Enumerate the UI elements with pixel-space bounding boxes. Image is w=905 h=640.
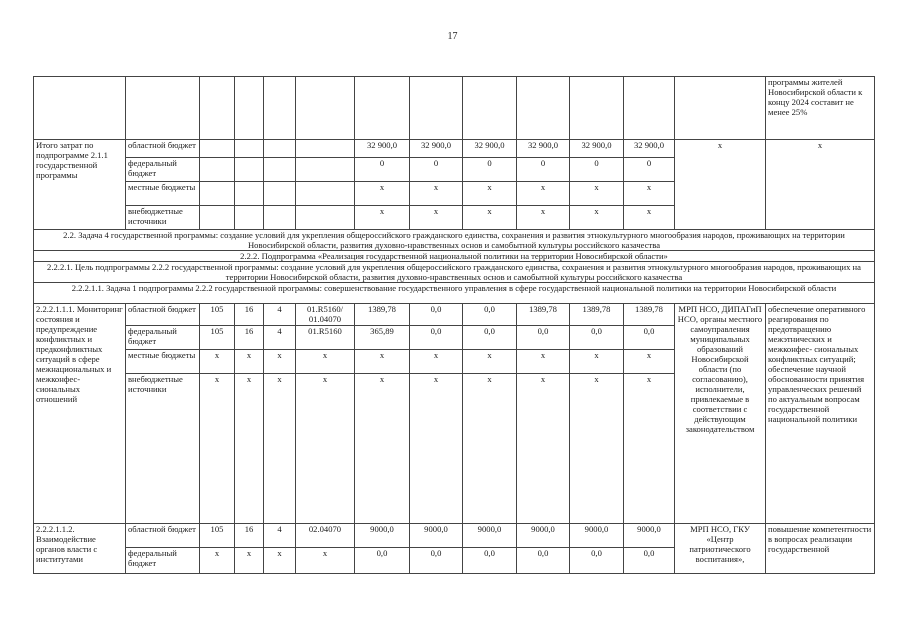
amount-cell: 0,0 [624, 548, 675, 574]
amount-cell: х [355, 374, 410, 524]
grbs-cell: х [200, 374, 235, 524]
funding-source: местные бюджеты [126, 350, 200, 374]
amount-cell: х [410, 374, 463, 524]
amount-cell: 0,0 [517, 548, 570, 574]
empty-cell [675, 77, 766, 140]
empty-cell [264, 182, 296, 206]
amount-cell: 0,0 [624, 326, 675, 350]
empty-cell [296, 206, 355, 230]
empty-cell [235, 77, 264, 140]
executor-cell: МРП НСО, ДИПАГиП НСО, органы местного самоуправления муниципальных образований Новосибирской области (по согласованию), исполнители, привлекаемые в соответствии с действующим законодательством [675, 304, 766, 524]
amount-cell: 9000,0 [517, 524, 570, 548]
empty-cell [235, 206, 264, 230]
empty-cell [570, 77, 624, 140]
grbs-cell: 105 [200, 326, 235, 350]
amount-cell: х [624, 374, 675, 524]
empty-cell [296, 182, 355, 206]
funding-source: федеральный бюджет [126, 326, 200, 350]
empty-cell [264, 77, 296, 140]
amount-cell: 32 900,0 [463, 140, 517, 158]
empty-cell [200, 206, 235, 230]
amount-cell: х [517, 350, 570, 374]
csr-cell: 01.R5160/ 01.04070 [296, 304, 355, 326]
section-heading: 2.2.2.1. Цель подпрограммы 2.2.2 государственной программы: создание условий для укрепления общероссийского гражданского единства, сохранения и развития этнокультурного многообразия народов, проживающих на территории Новосибирской области, развития духовно-нравственных основ и самобытной культуры российского казачества [34, 262, 875, 283]
amount-cell: х [463, 374, 517, 524]
amount-cell: х [463, 350, 517, 374]
result-cell: программы жителей Новосибирской области к концу 2024 составит не менее 25% [766, 77, 875, 140]
empty-cell [410, 77, 463, 140]
amount-cell: х [410, 182, 463, 206]
amount-cell: 0 [517, 158, 570, 182]
amount-cell: х [624, 206, 675, 230]
amount-cell: х [624, 182, 675, 206]
amount-cell: х [517, 374, 570, 524]
empty-cell [624, 77, 675, 140]
section-row [34, 262, 875, 283]
amount-cell: х [355, 206, 410, 230]
empty-cell [517, 77, 570, 140]
empty-cell [235, 182, 264, 206]
measure-1-label: 2.2.2.1.1.1. Мониторинг состояния и предупреждение конфликтных и предконфликтных ситуаций в сфере межнациональных и межконфес- сиональных отношений [34, 304, 126, 524]
csr-cell: х [296, 548, 355, 574]
amount-cell: х [355, 350, 410, 374]
amount-cell: 0,0 [570, 548, 624, 574]
summary-row [34, 140, 875, 158]
csr-cell: х [296, 350, 355, 374]
funding-source: местные бюджеты [126, 182, 200, 206]
rz-cell: х [235, 374, 264, 524]
empty-cell [264, 158, 296, 182]
amount-cell: 0 [355, 158, 410, 182]
amount-cell: 0,0 [410, 304, 463, 326]
csr-cell: 02.04070 [296, 524, 355, 548]
amount-cell: 0,0 [570, 326, 624, 350]
grbs-cell: х [200, 350, 235, 374]
amount-cell: 9000,0 [624, 524, 675, 548]
result-cell: повышение компетентности в вопросах реализации государственной [766, 524, 875, 574]
amount-cell: 1389,78 [355, 304, 410, 326]
rz-cell: х [235, 548, 264, 574]
amount-cell: 9000,0 [570, 524, 624, 548]
amount-cell: х [463, 182, 517, 206]
section-row [34, 251, 875, 262]
rz-cell: 16 [235, 326, 264, 350]
amount-cell: 32 900,0 [355, 140, 410, 158]
empty-cell [235, 158, 264, 182]
grbs-cell: 105 [200, 304, 235, 326]
amount-cell: 0,0 [463, 304, 517, 326]
empty-cell [200, 182, 235, 206]
financing-table [33, 76, 875, 574]
amount-cell: 32 900,0 [624, 140, 675, 158]
empty-cell [463, 77, 517, 140]
section-row [34, 283, 875, 304]
rz-cell: 16 [235, 524, 264, 548]
section-row [34, 230, 875, 251]
empty-cell [355, 77, 410, 140]
amount-cell: 0 [570, 158, 624, 182]
amount-cell: х [517, 182, 570, 206]
amount-cell: 0 [410, 158, 463, 182]
funding-source: федеральный бюджет [126, 548, 200, 574]
pr-cell: 4 [264, 304, 296, 326]
amount-cell: 32 900,0 [570, 140, 624, 158]
amount-cell: х [570, 182, 624, 206]
funding-source: областной бюджет [126, 524, 200, 548]
summary-label: Итого затрат по подпрограмме 2.1.1 государственной программы [34, 140, 126, 230]
amount-cell: 365,89 [355, 326, 410, 350]
csr-cell: 01.R5160 [296, 326, 355, 350]
empty-cell [296, 140, 355, 158]
empty-cell [296, 77, 355, 140]
amount-cell: х [517, 206, 570, 230]
pr-cell: х [264, 548, 296, 574]
csr-cell: х [296, 374, 355, 524]
empty-cell [126, 77, 200, 140]
amount-cell: х [410, 350, 463, 374]
amount-cell: 0 [624, 158, 675, 182]
measure-2-label: 2.2.2.1.1.2. Взаимодействие органов власти с институтами [34, 524, 126, 574]
result-cell: х [766, 140, 875, 230]
amount-cell: х [410, 206, 463, 230]
pr-cell: 4 [264, 326, 296, 350]
funding-source: внебюджетные источники [126, 374, 200, 524]
section-heading: 2.2.2.1.1. Задача 1 подпрограммы 2.2.2 государственной программы: совершенствование государственного управления в сфере государственной национальной политики на территории Новосибирской области [34, 283, 875, 304]
continuation-row [34, 77, 875, 140]
amount-cell: 0,0 [517, 326, 570, 350]
amount-cell: х [355, 182, 410, 206]
grbs-cell: 105 [200, 524, 235, 548]
amount-cell: 9000,0 [463, 524, 517, 548]
empty-cell [200, 77, 235, 140]
empty-cell [235, 140, 264, 158]
empty-cell [34, 77, 126, 140]
funding-source: областной бюджет [126, 304, 200, 326]
amount-cell: х [624, 350, 675, 374]
result-cell: обеспечение оперативного реагирования по предотвращению межэтнических и межконфес- сиональных конфликтных ситуаций; обеспечение научной обоснованности принятия управленческих решений по актуальным вопросам государственной национальной политики [766, 304, 875, 524]
rz-cell: 16 [235, 304, 264, 326]
pr-cell: х [264, 374, 296, 524]
amount-cell: 9000,0 [410, 524, 463, 548]
amount-cell: 1389,78 [570, 304, 624, 326]
amount-cell: 0,0 [410, 326, 463, 350]
amount-cell: х [463, 206, 517, 230]
amount-cell: 9000,0 [355, 524, 410, 548]
executor-cell: МРП НСО, ГКУ «Центр патриотического воспитания», [675, 524, 766, 574]
amount-cell: 32 900,0 [517, 140, 570, 158]
page-number: 17 [447, 31, 458, 42]
empty-cell [296, 158, 355, 182]
amount-cell: 0,0 [463, 548, 517, 574]
measure-2-row [34, 524, 875, 548]
table-body [34, 77, 875, 574]
empty-cell [264, 140, 296, 158]
empty-cell [264, 206, 296, 230]
amount-cell: 1389,78 [517, 304, 570, 326]
amount-cell: 0,0 [410, 548, 463, 574]
funding-source: федеральный бюджет [126, 158, 200, 182]
amount-cell: х [570, 374, 624, 524]
amount-cell: 0 [463, 158, 517, 182]
measure-1-row [34, 304, 875, 326]
amount-cell: 0,0 [463, 326, 517, 350]
funding-source: внебюджетные источники [126, 206, 200, 230]
amount-cell: 32 900,0 [410, 140, 463, 158]
section-heading: 2.2.2. Подпрограмма «Реализация государственной национальной политики на территории Новосибирской области» [34, 251, 875, 262]
pr-cell: х [264, 350, 296, 374]
section-heading: 2.2. Задача 4 государственной программы: создание условий для укрепления общероссийского гражданского единства, сохранения и развития этнокультурного многообразия народов, проживающих на территории Новосибирской области, развития духовно-нравственных основ и самобытной культуры российского казачества [34, 230, 875, 251]
grbs-cell: х [200, 548, 235, 574]
funding-source: областной бюджет [126, 140, 200, 158]
amount-cell: 0,0 [355, 548, 410, 574]
empty-cell [200, 140, 235, 158]
pr-cell: 4 [264, 524, 296, 548]
executor-cell: х [675, 140, 766, 230]
rz-cell: х [235, 350, 264, 374]
amount-cell: х [570, 206, 624, 230]
amount-cell: х [570, 350, 624, 374]
empty-cell [200, 158, 235, 182]
amount-cell: 1389,78 [624, 304, 675, 326]
